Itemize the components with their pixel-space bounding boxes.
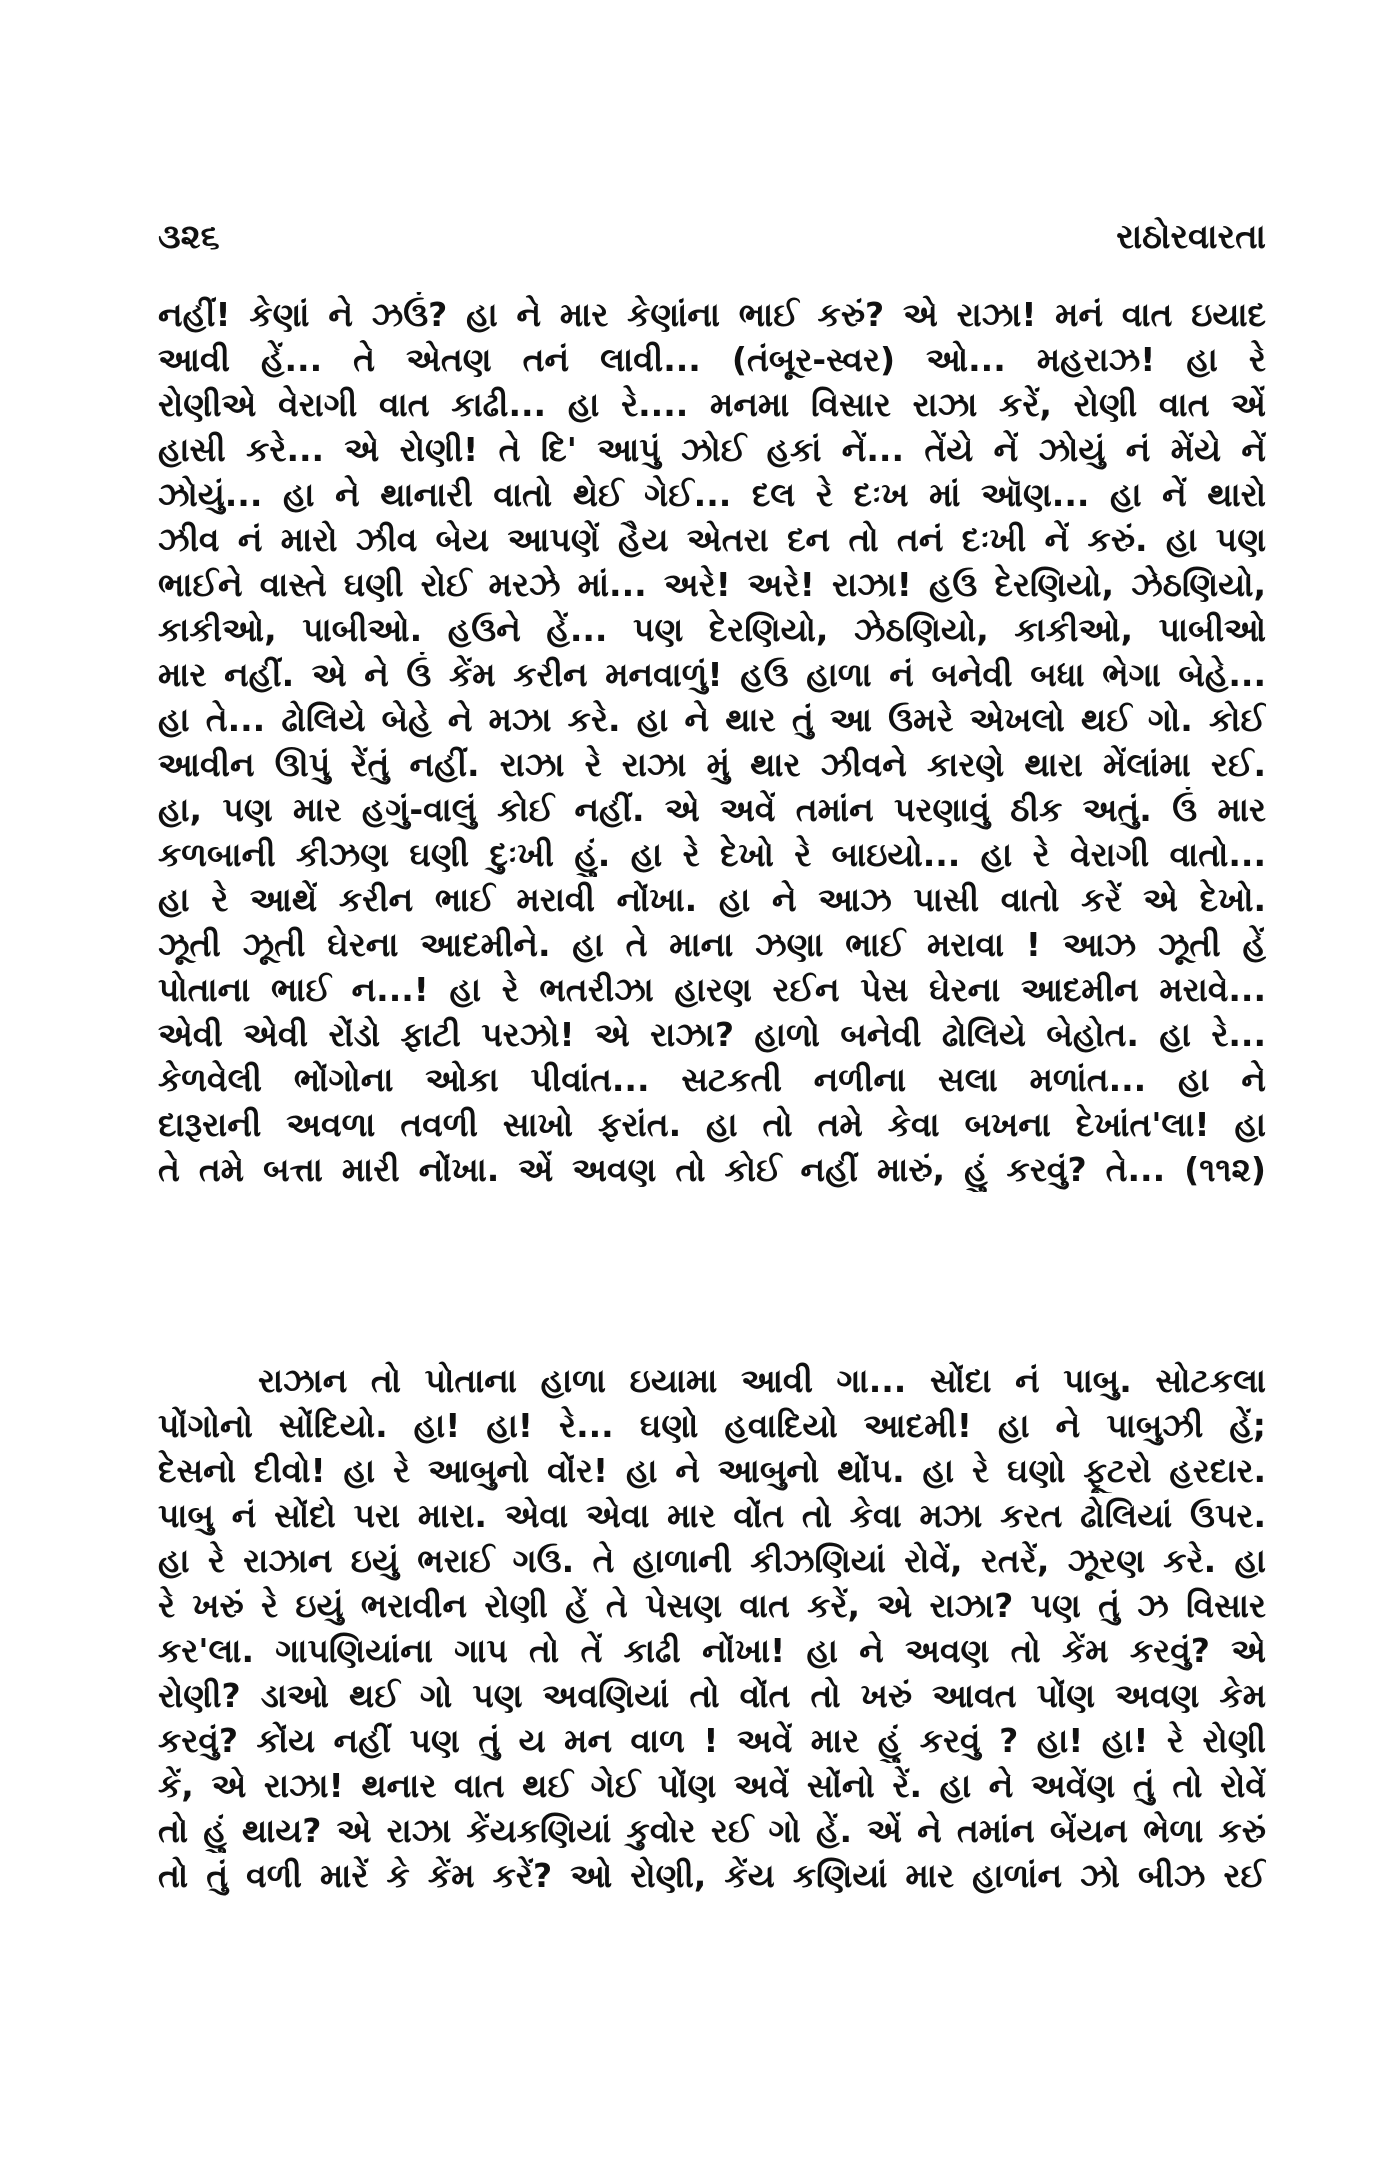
page-number: ૩૨૬ <box>158 217 220 257</box>
text-line: દેસનો દીવો! હા રે આબુનો વોંર! હા ને આબુનો થોંપ. હા રે ઘણો ફૂટરો હરદાર. <box>158 1451 1266 1490</box>
text-line: હા રે રાઝાન ઇયું ભરાઈ ગઉ. તે હાળાની કીઝણિયાં રોવેં, રતરેં, ઝૂરણ કરે. હા <box>158 1541 1266 1580</box>
text-line: પોતાના ભાઈ ન...! હા રે ભતરીઝા હારણ રઈન પેસ ઘેરના આદમીન મરાવે... <box>158 970 1266 1009</box>
text-line: પાબુ નં સોંદો પરા મારા. એવા એવા માર વોંત તો કેવા મઝા કરત ઢોલિયાં ઉપર. <box>158 1496 1266 1535</box>
text-line: એવી એવી રોંડો ફાટી પરઝો! એ રાઝા? હાળો બનેવી ઢોલિયે બેહોત. હા રે... <box>158 1015 1266 1054</box>
text-line: આવીન ઊપું રેંતું નહીં. રાઝા રે રાઝા મું થાર ઝીવને કારણે થારા મેંલાંમા રઈ. <box>158 745 1266 784</box>
text-line: માર નહીં. એ ને ઉં કેંમ કરીન મનવાળું! હઉ હાળા નં બનેવી બધા ભેગા બેહે... <box>158 655 1266 694</box>
text-line: રોણી? ડાઓ થઈ ગો પણ અવણિયાં તો વોંત તો ખરું આવત પોંણ અવણ કેમ <box>158 1676 1266 1715</box>
text-line: કળબાની કીઝણ ઘણી દુઃખી હું. હા રે દેખો રે બાઇયો... હા રે વેરાગી વાતો... <box>158 835 1266 874</box>
text-line: ઝૂતી ઝૂતી ઘેરના આદમીને. હા તે માના ઝણા ભાઈ મરાવા ! આઝ ઝૂતી હેં <box>158 925 1266 964</box>
text-line: રાઝાન તો પોતાના હાળા ઇયામા આવી ગા... સોંદા નં પાબુ. સોટકલા <box>258 1361 1266 1400</box>
text-line: હા તે... ઢોલિયે બેહે ને મઝા કરે. હા ને થાર તું આ ઉમરે એખલો થઈ ગો. કોઈ <box>158 700 1266 739</box>
running-head: રાઠોરવારતા <box>1116 217 1266 257</box>
text-line: કેળવેલી ભોંગોના ઓકા પીવાંત... સટકતી નળીના સલા મળાંત... હા ને <box>158 1060 1266 1099</box>
text-line: હાસી કરે... એ રોણી! તે દિ' આપું ઝોઈ હકાં નેં... તેંયે નેં ઝોયું નં મેંયે નેં <box>158 430 1266 469</box>
text-line: ભાઈને વાસ્તે ઘણી રોઈ મરઝે માં... અરે! અરે! રાઝા! હઉ દેરણિયો, ઝેઠણિયો, <box>158 565 1266 604</box>
text-line: હા રે આથેં કરીન ભાઈ મરાવી નોંખા. હા ને આઝ પાસી વાતો કરેં એ દેખો. <box>158 880 1266 919</box>
text-line: રોણીએ વેરાગી વાત કાઢી... હા રે.... મનમા વિસાર રાઝા કરેં, રોણી વાત એં <box>158 385 1266 424</box>
text-line: કર'લા. ગાપણિયાંના ગાપ તો તેં કાઢી નોંખા! હા ને અવણ તો કેંમ કરવું? એ <box>158 1631 1266 1670</box>
text-line: દારૂરાની અવળા તવળી સાખો ફરાંત. હા તો તમે કેવા બખના દેખાંત'લા! હા <box>158 1105 1266 1144</box>
text-line: ઝોયું... હા ને થાનારી વાતો થેઈ ગેઈ... દલ રે દઃખ માં ઑણ... હા નેં થારો <box>158 475 1266 514</box>
text-line: ઝીવ નં મારો ઝીવ બેય આપણેં હૈય એતરા દન તો તનં દઃખી નેં કરું. હા પણ <box>158 520 1266 559</box>
text-line: હા, પણ માર હગું-વાલું કોઈ નહીં. એ અવેં તમાંન પરણાવું ઠીક અતું. ઉં માર <box>158 790 1266 829</box>
text-line: કેં, એ રાઝા! થનાર વાત થઈ ગેઈ પોંણ અવેં સોંનો રેં. હા ને અવેંણ તું તો રોવેં <box>158 1766 1266 1805</box>
paragraph-2 <box>158 1358 1266 1898</box>
text-line: નહીં! કેણાં ને ઝઉં? હા ને માર કેણાંના ભાઈ કરું? એ રાઝા! મનં વાત ઇયાદ <box>158 295 1266 334</box>
text-line: તો તું વળી મારેં કે કેંમ કરેં? ઓ રોણી, કેંય કણિયાં માર હાળાંન ઝો બીઝ રઈ <box>158 1856 1266 1895</box>
text-line: રે ખરું રે ઇયું ભરાવીન રોણી હેં તે પેસણ વાત કરેં, એ રાઝા? પણ તું ઝ વિસાર <box>158 1586 1266 1625</box>
text-line: તે તમે બત્તા મારી નોંખા. એં અવણ તો કોઈ નહીં મારું, હું કરવું? તે... (૧૧૨) <box>158 1150 1266 1189</box>
text-line: પોંગોનો સોંદિયો. હા! હા! રે... ઘણો હવાદિયો આદમી! હા ને પાબુઝી હેં; <box>158 1406 1266 1445</box>
text-line: તો હું થાય? એ રાઝા કેંયકણિયાં કુવોર રઈ ગો હેં. એં ને તમાંન બેંયન ભેળા કરું <box>158 1811 1266 1850</box>
text-line: કાકીઓ, પાબીઓ. હઉને હેં... પણ દેરણિયો, ઝેઠણિયો, કાકીઓ, પાબીઓ <box>158 610 1266 649</box>
text-line: આવી હેં... તે એતણ તનં લાવી... (તંબૂર-સ્વર) ઓ... મહરાઝ! હા રે <box>158 340 1266 379</box>
text-line: કરવું? કોંય નહીં પણ તું ય મન વાળ ! અવેં માર હું કરવું ? હા! હા! રે રોણી <box>158 1721 1266 1760</box>
page-header <box>158 212 1266 262</box>
paragraph-1 <box>158 292 1266 1192</box>
